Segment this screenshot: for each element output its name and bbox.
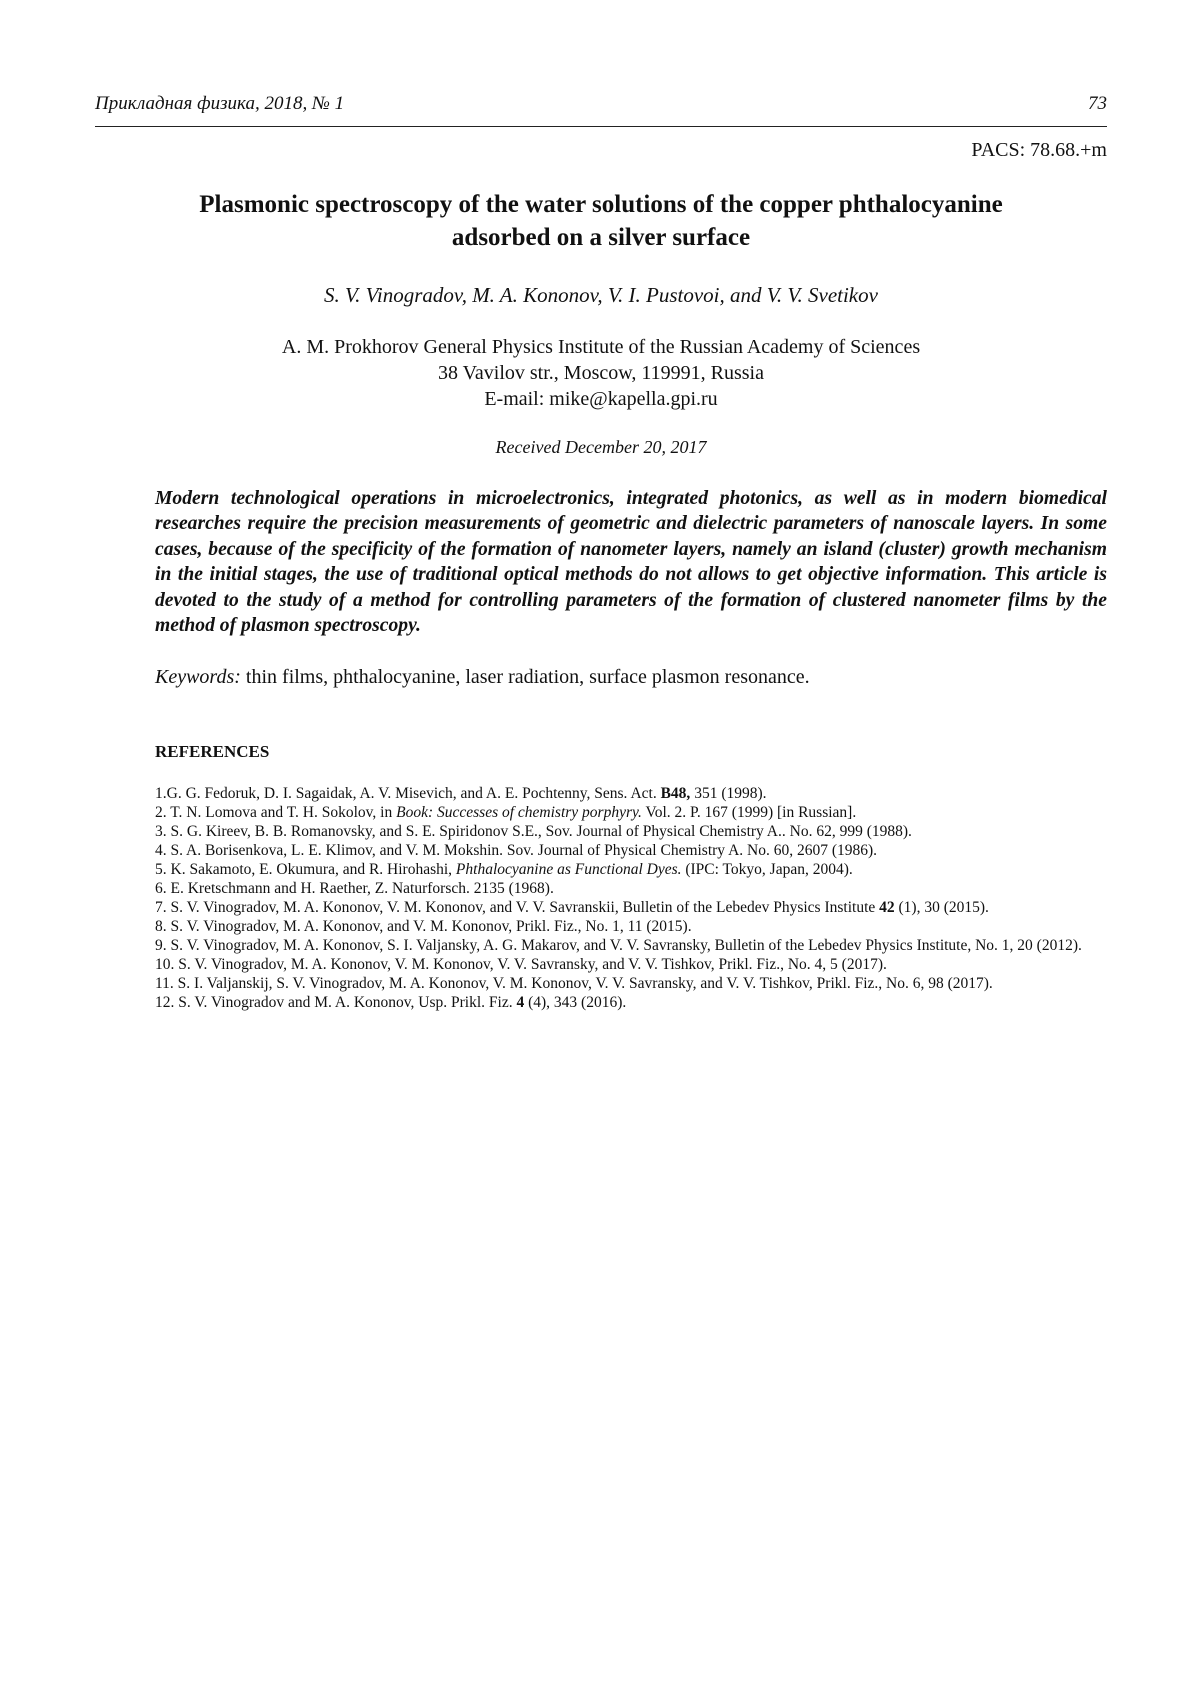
reference-item: 8. S. V. Vinogradov, M. A. Kononov, and V. M. Kononov, Prikl. Fiz., No. 1, 11 (2015).	[155, 918, 692, 935]
references-heading: REFERENCES	[155, 742, 270, 761]
keywords-label: Keywords:	[155, 666, 241, 688]
affiliation-institute: A. M. Prokhorov General Physics Institute of the Russian Academy of Sciences	[281, 336, 921, 358]
reference-item: 5. K. Sakamoto, E. Okumura, and R. Hirohashi, Phthalocyanine as Functional Dyes. (IPC: Tokyo, Japan, 2004).	[155, 861, 853, 878]
reference-item: 7. S. V. Vinogradov, M. A. Kononov, V. M. Kononov, and V. V. Savranskii, Bulletin of the Lebedev Physics Institute 42 (1), 30 (2015).	[155, 899, 989, 916]
reference-item: 4. S. A. Borisenkova, L. E. Klimov, and V. M. Mokshin. Sov. Journal of Physical Chemistry A. No. 60, 2607 (1986).	[155, 842, 878, 859]
keywords-text: thin films, phthalocyanine, laser radiation, surface plasmon resonance.	[240, 666, 810, 688]
paper-title-line-1: Plasmonic spectroscopy of the water solutions of the copper phthalocyanine	[199, 191, 1003, 218]
reference-item: 2. T. N. Lomova and T. H. Sokolov, in Book: Successes of chemistry porphyry. Vol. 2. P. 167 (1999) [in Russian].	[155, 804, 857, 821]
reference-item: 9. S. V. Vinogradov, M. A. Kononov, S. I. Valjansky, A. G. Makarov, and V. V. Savransky, Bulletin of the Lebedev Physics Institute, No. 1, 20 (2012).	[155, 937, 1082, 954]
affiliation-email: E-mail: mike@kapella.gpi.ru	[484, 388, 718, 410]
reference-item: 11. S. I. Valjanskij, S. V. Vinogradov, M. A. Kononov, V. M. Kononov, V. V. Savransky, and V. V. Tishkov, Prikl. Fiz., No. 6, 98 (2017).	[155, 975, 993, 992]
abstract: Modern technological operations in microelectronics, integrated photonics, as well as in modern biomedical researches require the precision measurements of geometric and dielectric parameters of nanoscale layers. In some cases, because of the specificity of the formation of nanometer layers, namely an island (cluster) growth mechanism in the initial stages, the use of traditional optical methods do not allows to get objective information. This article is devoted to the study of a method for controlling parameters of the formation of clustered nanometer films by the method of plasmon spectroscopy.	[155, 488, 1107, 637]
header-rule	[95, 126, 1107, 127]
affiliation	[95, 334, 1107, 412]
reference-item: 12. S. V. Vinogradov and M. A. Kononov, Usp. Prikl. Fiz. 4 (4), 343 (2016).	[155, 994, 627, 1011]
page-number: 73	[1088, 93, 1107, 114]
reference-item: 10. S. V. Vinogradov, M. A. Kononov, V. M. Kononov, V. V. Savransky, and V. V. Tishkov, Prikl. Fiz., No. 4, 5 (2017).	[155, 956, 887, 973]
received-date: Received December 20, 2017	[495, 437, 707, 457]
author-list: S. V. Vinogradov, M. A. Kononov, V. I. Pustovoi, and V. V. Svetikov	[324, 283, 878, 307]
affiliation-address: 38 Vavilov str., Moscow, 119991, Russia	[438, 362, 764, 384]
reference-item: 1.G. G. Fedoruk, D. I. Sagaidak, A. V. Misevich, and A. E. Pochtenny, Sens. Act. B48, 351 (1998).	[155, 785, 767, 802]
paper-title-line-2: adsorbed on a silver surface	[451, 224, 751, 251]
reference-item: 6. E. Kretschmann and H. Raether, Z. Naturforsch. 2135 (1968).	[155, 880, 554, 897]
reference-item: 3. S. G. Kireev, B. B. Romanovsky, and S. E. Spiridonov S.E., Sov. Journal of Physical Chemistry A.. No. 62, 999 (1988).	[155, 823, 912, 840]
pacs-code: PACS: 78.68.+m	[971, 139, 1107, 161]
journal-name: Прикладная физика, 2018, № 1	[95, 93, 345, 114]
running-head	[95, 93, 1107, 115]
reference-list	[155, 784, 1107, 1012]
keywords	[155, 666, 1107, 689]
paper-title	[95, 188, 1107, 254]
